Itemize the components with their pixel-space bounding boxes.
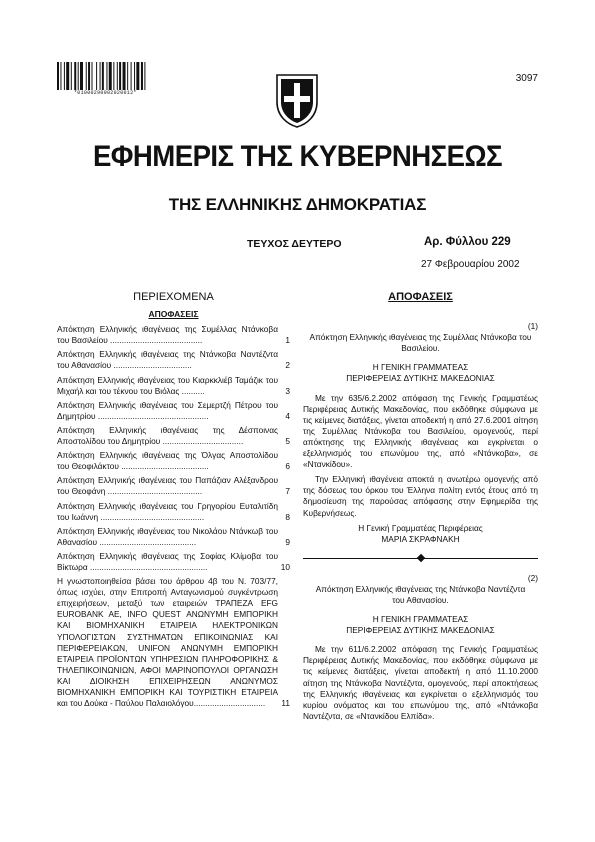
signatory-title: Η Γενική Γραμματέας Περιφέρειας [358, 522, 483, 533]
toc-item [57, 450, 290, 472]
toc-item-text: Απόκτηση Ελληνικής ιθαγένειας του Κιαρκκλιέβ Ταμάζικ του Μιχαήλ και του τέκνου του Βιόλας .......... [57, 374, 278, 396]
toc-item-text: Απόκτηση Ελληνικής ιθαγένειας της Δέσποινας Αποστολίδου του Δημητρίου ................................... [57, 424, 278, 447]
toc-item-text: Απόκτηση Ελληνικής ιθαγένειας του Παπάζιαν Αλέξανδρου του Θεοφάνη ......................................... [57, 475, 278, 497]
barcode-number: *01000290902020012* [74, 90, 137, 96]
toc-item [57, 576, 290, 709]
section-divider [303, 551, 538, 565]
toc-item [57, 324, 290, 346]
decision-number: (2) [527, 572, 538, 583]
issue-date: 27 Φεβρουαρίου 2002 [421, 259, 520, 270]
barcode [57, 62, 173, 90]
decision-number: (1) [527, 321, 538, 332]
gazette-subtitle: ΤΗΣ ΕΛΛΗΝΙΚΗΣ ΔΗΜΟΚΡΑΤΙΑΣ [168, 195, 427, 214]
toc-subheading: ΑΠΟΦΑΣΕΙΣ [148, 309, 199, 320]
toc-item [57, 349, 290, 371]
decision-2 [303, 573, 538, 722]
sheet-number: 229 [491, 236, 511, 248]
toc-item-text: Απόκτηση Ελληνικής ιθαγένειας του Σεμερτζή Πέτρου του Δημητρίου ................................................ [57, 399, 278, 421]
toc-item-text: Απόκτηση Ελληνικής ιθαγένειας του Γρηγορίου Ευταλιτίδη του Ιωάννη ............................................. [57, 500, 278, 522]
toc-item-page: 8 [285, 511, 290, 522]
decision-paragraph: Με την 635/6.2.2002 απόφαση της Γενικής Γραμματέως Περιφέρειας Δυτικής Μακεδονίας, που εκδόθηκε σύμφωνα με τις κείμενες διατάξεις, γίνεται αποδεκτή η από 27.6.2001 αίτηση της Συμέλλας Ντάνκοβα του Βασιλείου, ομογενούς, περί απόκτησης της Ελληνικής ιθαγένειας και εγκρίνεται ο εξελληνισμός του επωνύμου της, από «Ντάνκοβα», σε «Ντανκίδου». [303, 392, 538, 470]
authority-region: ΠΕΡΙΦΕΡΕΙΑΣ ΔΥΤΙΚΗΣ ΜΑΚΕΔΟΝΙΑΣ [346, 625, 495, 636]
toc-item-page: 10 [280, 561, 290, 572]
toc-heading: ΠΕΡΙΕΧΟΜΕΝΑ [133, 291, 214, 303]
toc-item-text: Απόκτηση Ελληνικής ιθαγένειας της Ντάνκοβα Ναντέζντα του Αθανασίου .................................. [57, 349, 278, 371]
toc-item-page: 2 [285, 360, 290, 371]
toc-item [57, 425, 290, 447]
toc-item [57, 400, 290, 422]
toc-item [57, 551, 290, 573]
decision-paragraph: Με την 611/6.2.2002 απόφαση της Γενικής Γραμματέως Περιφέρειας Δυτικής Μακεδονίας, που εκδόθηκε σύμφωνα με τις κείμενες διατάξεις, γίνεται αποδεκτή η από 11.10.2000 αίτηση της Ντάνκοβα Ναντέζντα, ομογενούς, περί αποκτήσεως της Ελληνικής ιθαγένειας και εγκρίνεται ο εξελληνισμός του κυρίου ονόματος και του επωνύμου της, από «Ντάνκοβα Ναντέζντα, σε «Ντανκίδου Ελπίδα». [303, 644, 538, 721]
sheet-number-line [424, 236, 511, 248]
toc-item [57, 475, 290, 497]
toc-item-text: Η γνωστοποιηθείσα βάσει του άρθρου 4β του Ν. 703/77, όπως ισχύει, στην Επιτροπή Ανταγωνισμού συγκέντρωση επιχειρήσεων, μεταξύ των εταιρειών ΤΡΑΠΕΖΑ EFG EUROBANK AE, INFO QUEST ΑΝΩΝΥΜΗ ΕΜΠΟΡΙΚΗ ΚΑΙ ΒΙΟΜΗΧΑΝΙΚΗ ΕΤΑΙΡΕΙΑ ΗΛΕΚΤΡΟΝΙΚΩΝ ΥΠΟΛΟΓΙΣΤΩΝ ΣΥΣΤΗΜΑΤΩΝ ΕΠΙΚΟΙΝΩΝΙΑΣ ΚΑΙ ΠΕΡΙΦΕΡΕΙΑΚΩΝ, UNIFON ΑΝΩΝΥΜΗ ΕΜΠΟΡΙΚΗ ΕΤΑΙΡΕΙΑ ΠΡΟΪΟΝΤΩΝ ΥΠΗΡΕΣΙΩΝ ΠΛΗΡΟΦΟΡΙΚΗΣ & ΤΗΛΕΠΙΚΟΙΝΩΝΙΩΝ, ΑΦΟΙ ΜΑΡΙΝΟΠΟΥΛΟΙ ΟΡΓΑΝΩΣΗ ΚΑΙ ΔΙΟΙΚΗΣΗ ΕΠΙΧΕΙΡΗΣΕΩΝ ΑΝΩΝΥΜΟΣ ΒΙΟΜΗΧΑΝΙΚΗ ΕΜΠΟΡΙΚΗ ΚΑΙ ΤΟΥΡΙΣΤΙΚΗ ΕΤΑΙΡΕΙΑ και του Δούκα - Παύλου Παλαιολόγου............................... [57, 576, 278, 709]
toc-item-page: 1 [285, 335, 290, 346]
issue-label: ΤΕΥΧΟΣ ΔΕΥΤΕΡΟ [247, 238, 342, 250]
decisions-column [303, 292, 538, 722]
greek-coat-of-arms-icon [274, 72, 320, 129]
toc-item-page: 4 [285, 410, 290, 421]
toc-item-page: 7 [285, 486, 290, 497]
toc-item [57, 375, 290, 397]
gazette-title: ΕΦΗΜΕΡΙΣ ΤΗΣ ΚΥΒΕΡΝΗΣΕΩΣ [92, 140, 503, 173]
signatory-name: ΜΑΡΙΑ ΣΚΡΑΦΝΑΚΗ [381, 533, 460, 544]
authority-region: ΠΕΡΙΦΕΡΕΙΑΣ ΔΥΤΙΚΗΣ ΜΑΚΕΔΟΝΙΑΣ [346, 373, 495, 384]
table-of-contents [57, 292, 290, 712]
toc-item-page: 9 [285, 536, 290, 547]
toc-item-text: Απόκτηση Ελληνικής ιθαγένειας της Σοφίας Κλίμοβα του Βίκτωρα ................................................... [57, 550, 278, 572]
toc-item-page: 6 [285, 461, 290, 472]
decision-paragraph: Την Ελληνική ιθαγένεια αποκτά η ανωτέρω ομογενής από της δόσεως του όρκου του Έλληνα πολίτη εντός έτους από τη δημοσίευση της παρούσας απόφασης στην Εφημερίδα της Κυβερνήσεως. [303, 474, 538, 518]
decision-title: Απόκτηση Ελληνικής ιθαγένειας της Ντάνκοβα Ναντέζντα του Αθανασίου. [315, 583, 526, 605]
toc-item-page: 3 [285, 385, 290, 396]
decision-1 [303, 321, 538, 545]
toc-item-page: 5 [285, 436, 290, 447]
toc-item-text: Απόκτηση Ελληνικής ιθαγένειας της Όλγας Αποστολίδου του Θεοφιλάκτου ...................................... [57, 450, 278, 472]
toc-item-page: 11 [281, 698, 290, 709]
toc-list [57, 324, 290, 709]
page-number: 3097 [515, 73, 538, 84]
decision-title: Απόκτηση Ελληνικής ιθαγένειας της Συμέλλας Ντάνκοβα του Βασιλείου. [309, 332, 532, 354]
authority-title: Η ΓΕΝΙΚΗ ΓΡΑΜΜΑΤΕΑΣ [372, 362, 469, 373]
toc-item [57, 526, 290, 548]
toc-item-text: Απόκτηση Ελληνικής ιθαγένειας της Συμέλλας Ντάνκοβα του Βασιλείου ........................................ [57, 324, 278, 346]
authority-title: Η ΓΕΝΙΚΗ ΓΡΑΜΜΑΤΕΑΣ [372, 614, 469, 625]
decisions-heading: ΑΠΟΦΑΣΕΙΣ [388, 291, 453, 303]
toc-item-text: Απόκτηση Ελληνικής ιθαγένειας του Νικολάου Ντάνκωβ του Αθανασίου .......................................... [57, 525, 278, 547]
sheet-label: Αρ. Φύλλου [424, 236, 489, 248]
toc-item [57, 501, 290, 523]
